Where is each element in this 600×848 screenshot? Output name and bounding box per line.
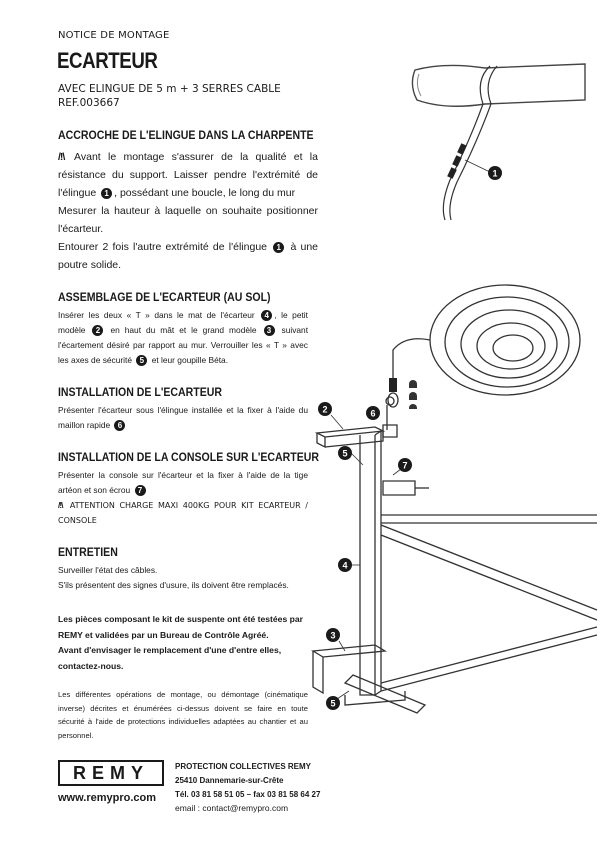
notice-label: NOTICE DE MONTAGE: [58, 30, 170, 41]
paragraph-text: Entourer 2 fois l'autre extrémité de l'élingue: [58, 241, 268, 253]
subtitle-block: [58, 82, 281, 110]
marker-4-icon: 4: [261, 310, 272, 321]
section-title: INSTALLATION DE L'ECARTEUR: [58, 385, 223, 399]
section-title: ACCROCHE DE L'ELINGUE DANS LA CHARPENTE: [58, 128, 314, 142]
email-contact[interactable]: email : contact@remypro.com: [175, 803, 289, 813]
svg-text:5: 5: [330, 698, 336, 709]
section-title: ENTRETIEN: [58, 545, 118, 559]
svg-text:7: 7: [402, 460, 408, 471]
section-assemblage: [58, 290, 308, 368]
document-title: ECARTEUR: [57, 48, 158, 73]
svg-text:2: 2: [322, 404, 328, 415]
reference: REF.003667: [58, 97, 120, 109]
sling-cable: [443, 104, 483, 220]
paragraph-text: Avant d'envisager le remplacement d'une d'entre elles, contactez-nous.: [58, 645, 282, 671]
paragraph-text: Avant le montage s'assurer de la qualité et la résistance du support. Laisser pendre l'extrémité de l'élingue: [58, 151, 318, 199]
company-phone: Tél. 03 81 58 51 05 – fax 03 81 58 64 27: [175, 790, 321, 799]
paragraph-text: Présenter l'écarteur sous l'élingue installée et la fixer à l'aide du maillon rapide: [58, 405, 308, 430]
section-title: INSTALLATION DE LA CONSOLE SUR L'ECARTEUR: [58, 450, 320, 464]
paragraph-text: suivant l'écartement désiré par rapport au mur. Verrouiller les « T » avec les axes de sécurité: [58, 325, 309, 365]
warning-icon: /!\: [58, 500, 63, 510]
load-warning: ATTENTION CHARGE MAXI 400KG POUR KIT ECARTEUR / CONSOLE: [58, 501, 308, 525]
warning-icon: /!\: [58, 151, 65, 163]
svg-text:5: 5: [342, 448, 348, 459]
section-body: [58, 563, 308, 593]
section-installation-ecarteur: [58, 385, 308, 433]
svg-text:4: 4: [342, 560, 348, 571]
paragraph-text: et leur goupille Béta.: [151, 355, 229, 365]
callout-markers: [318, 402, 412, 710]
validation-notice: [58, 612, 306, 674]
paragraph-text: à une poutre solide.: [58, 241, 319, 271]
beam-shape: [412, 64, 585, 106]
paragraph-text: Insérer les deux « T » dans le mat de l'écarteur: [58, 310, 255, 320]
marker-5-icon: 5: [136, 355, 147, 366]
paragraph-text: , possédant une boucle, le long du mur: [114, 187, 296, 199]
remy-logo: [58, 760, 164, 786]
paragraph-text: Présenter la console sur l'écarteur et la fixer à l'aide de la tige artéon et son écrou: [58, 470, 308, 495]
paragraph-text: Les pièces composant le kit de suspente ont été testées par REMY et validées par un Bureau de Contrôle Agréé.: [58, 614, 304, 640]
marker-1-icon: 1: [273, 242, 284, 253]
logo-text: REMY: [72, 762, 149, 783]
company-name: PROTECTION COLLECTIVES REMY: [175, 762, 312, 771]
safety-disclaimer: Les différentes opérations de montage, ou démontage (cinématique inverse) décrites et énumérées ci-dessus doivent se faire en toute sécurité à l'aide de protections individuelles adaptées au chantier et au personnel.: [58, 690, 308, 740]
section-title: ASSEMBLAGE DE L'ECARTEUR (AU SOL): [58, 290, 271, 304]
company-info: [175, 760, 320, 802]
website-link[interactable]: www.remypro.com: [58, 792, 157, 804]
svg-text:6: 6: [370, 408, 376, 419]
section-body: [58, 403, 308, 433]
marker-7-icon: 7: [135, 485, 146, 496]
paragraph-text: Mesurer la hauteur à laquelle on souhaite positionner l'écarteur.: [58, 205, 318, 235]
marker-6-icon: 6: [114, 420, 125, 431]
coiled-sling-illustration: [375, 280, 585, 410]
svg-text:3: 3: [330, 630, 336, 641]
paragraph-text: S'ils présentent des signes d'usure, ils doivent être remplacés.: [58, 580, 289, 590]
section-body: [58, 148, 318, 274]
marker-2-icon: 2: [92, 325, 103, 336]
section-body: [58, 308, 308, 368]
section-entretien: [58, 545, 308, 593]
section-accroche: [58, 128, 348, 274]
company-address: 25410 Dannemarie-sur-Crête: [175, 776, 284, 785]
ecarteur-frame-illustration: [305, 395, 600, 725]
subtitle: AVEC ELINGUE DE 5 m + 3 SERRES CABLE: [58, 83, 281, 95]
section-body: [58, 468, 308, 528]
marker-3-icon: 3: [264, 325, 275, 336]
paragraph-text: en haut du mât et le grand modèle: [110, 325, 257, 335]
svg-text:1: 1: [492, 168, 498, 179]
paragraph-text: , le petit modèle: [58, 310, 308, 335]
marker-1-icon: 1: [101, 188, 112, 199]
paragraph-text: Surveiller l'état des câbles.: [58, 565, 158, 575]
sling-ferrule: [389, 378, 397, 392]
beam-sling-illustration: [405, 60, 595, 230]
